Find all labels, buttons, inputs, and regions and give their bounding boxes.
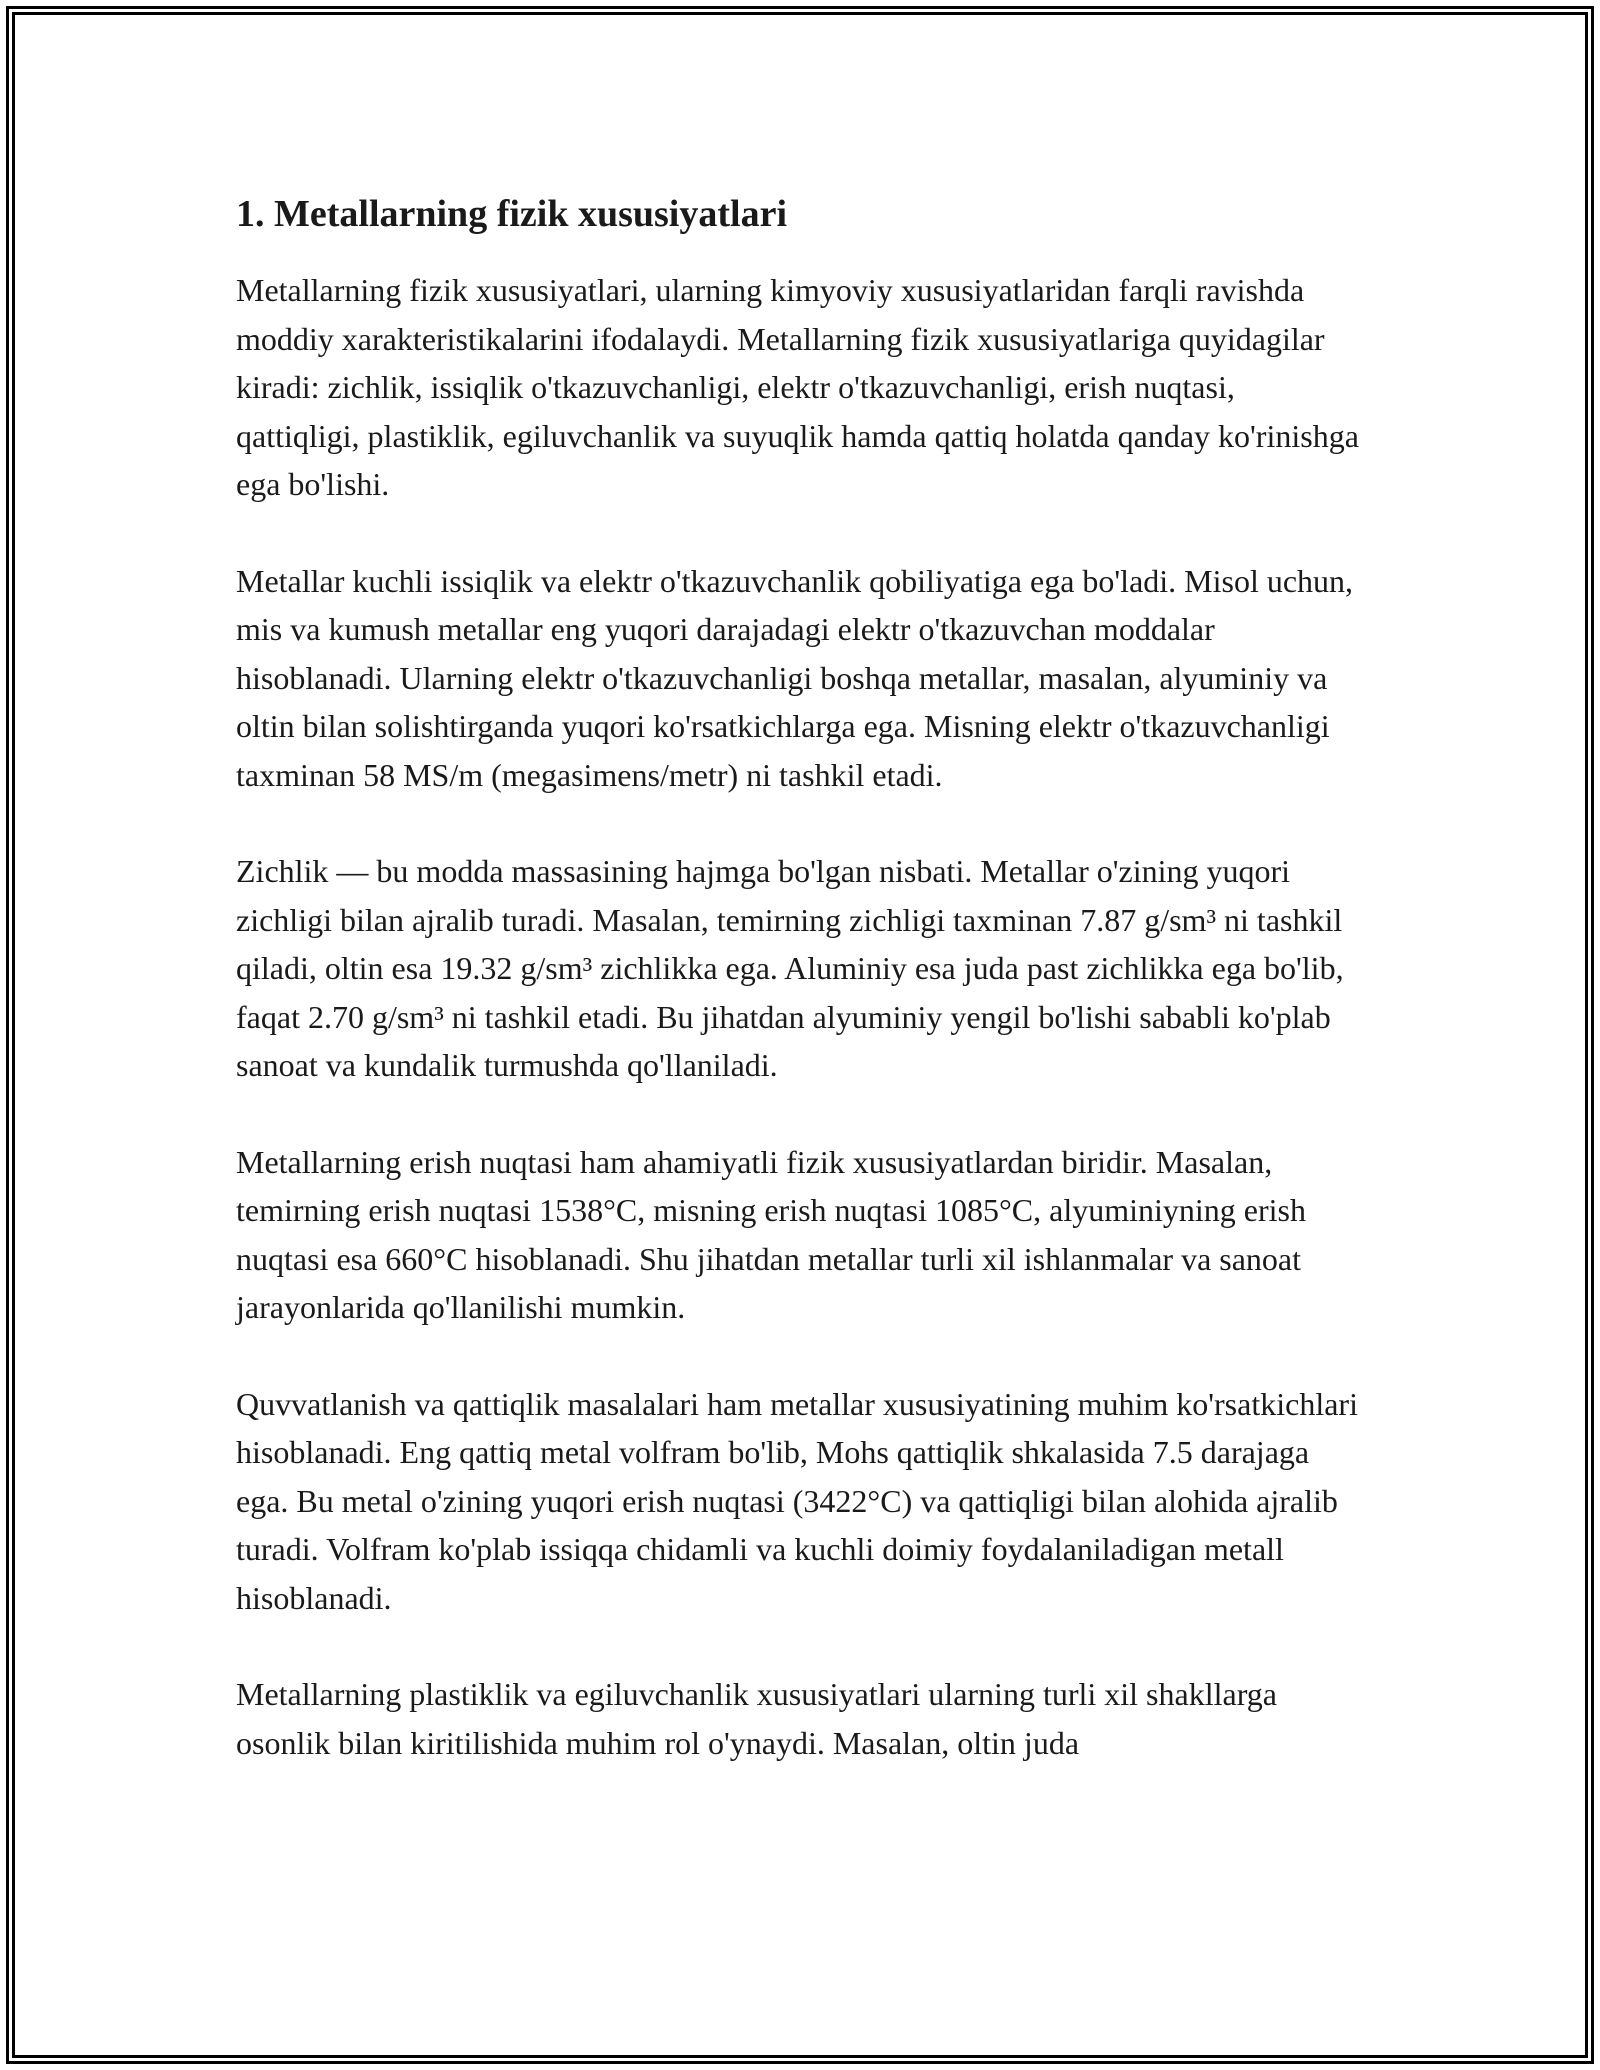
section-heading: 1. Metallarning fizik xususiyatlari [236, 193, 787, 235]
paragraph-melting-point: Metallarning erish nuqtasi ham ahamiyatli fizik xususiyatlardan biridir. Masalan, temirning erish nuqtasi 1538°C, misning erish nuqtasi 1085°C, alyuminiyning erish nuqtasi esa 660°C hisoblanadi. Shu jihatdan metallar turli xil ishlanmalar va sanoat jarayonlarida qo'llanilishi mumkin. [236, 1143, 1306, 1325]
paragraph-hardness: Quvvatlanish va qattiqlik masalalari ham metallar xususiyatining muhim ko'rsatkichlari hisoblanadi. Eng qattiq metal volfram bo'lib, Mohs qattiqlik shkalasida 7.5 darajaga ega. Bu metal o'zining yuqori erish nuqtasi (3422°C) va qattiqligi bilan alohida ajralib turadi. Volfram ko'plab issiqqa chidamli va kuchli doimiy foydalaniladigan metall hisoblanadi. [236, 1385, 1358, 1616]
paragraph-intro: Metallarning fizik xususiyatlari, ularning kimyoviy xususiyatlaridan farqli ravishda moddiy xarakteristikalarini ifodalaydi. Metallarning fizik xususiyatlariga quyidagilar kiradi: zichlik, issiqlik o'tkazuvchanligi, elektr o'tkazuvchanligi, erish nuqtasi, qattiqligi, plastiklik, egiluvchanlik va suyuqlik hamda qattiq holatda qanday ko'rinishga ega bo'lishi. [236, 272, 1359, 502]
document-body [236, 188, 1366, 1815]
paragraph-plasticity: Metallarning plastiklik va egiluvchanlik xususiyatlari ularning turli xil shakllarga osonlik bilan kiritilishida muhim rol o'ynaydi. Masalan, oltin juda [236, 1676, 1277, 1761]
paragraph-conductivity: Metallar kuchli issiqlik va elektr o'tkazuvchanlik qobiliyatiga ega bo'ladi. Misol uchun, mis va kumush metallar eng yuqori darajadagi elektr o'tkazuvchan moddalar hisoblanadi. Ularning elektr o'tkazuvchanligi boshqa metallar, masalan, alyuminiy va oltin bilan solishtirganda yuqori ko'rsatkichlarga ega. Misning elektr o'tkazuvchanligi taxminan 58 MS/m (megasimens/metr) ni tashkil etadi. [236, 562, 1354, 793]
paragraph-density: Zichlik — bu modda massasining hajmga bo'lgan nisbati. Metallar o'zining yuqori zichligi bilan ajralib turadi. Masalan, temirning zichligi taxminan 7.87 g/sm³ ni tashkil qiladi, oltin esa 19.32 g/sm³ zichlikka ega. Aluminiy esa juda past zichlikka ega bo'lib, faqat 2.70 g/sm³ ni tashkil etadi. Bu jihatdan alyuminiy yengil bo'lishi sababli ko'plab sanoat va kundalik turmushda qo'llaniladi. [236, 853, 1344, 1083]
